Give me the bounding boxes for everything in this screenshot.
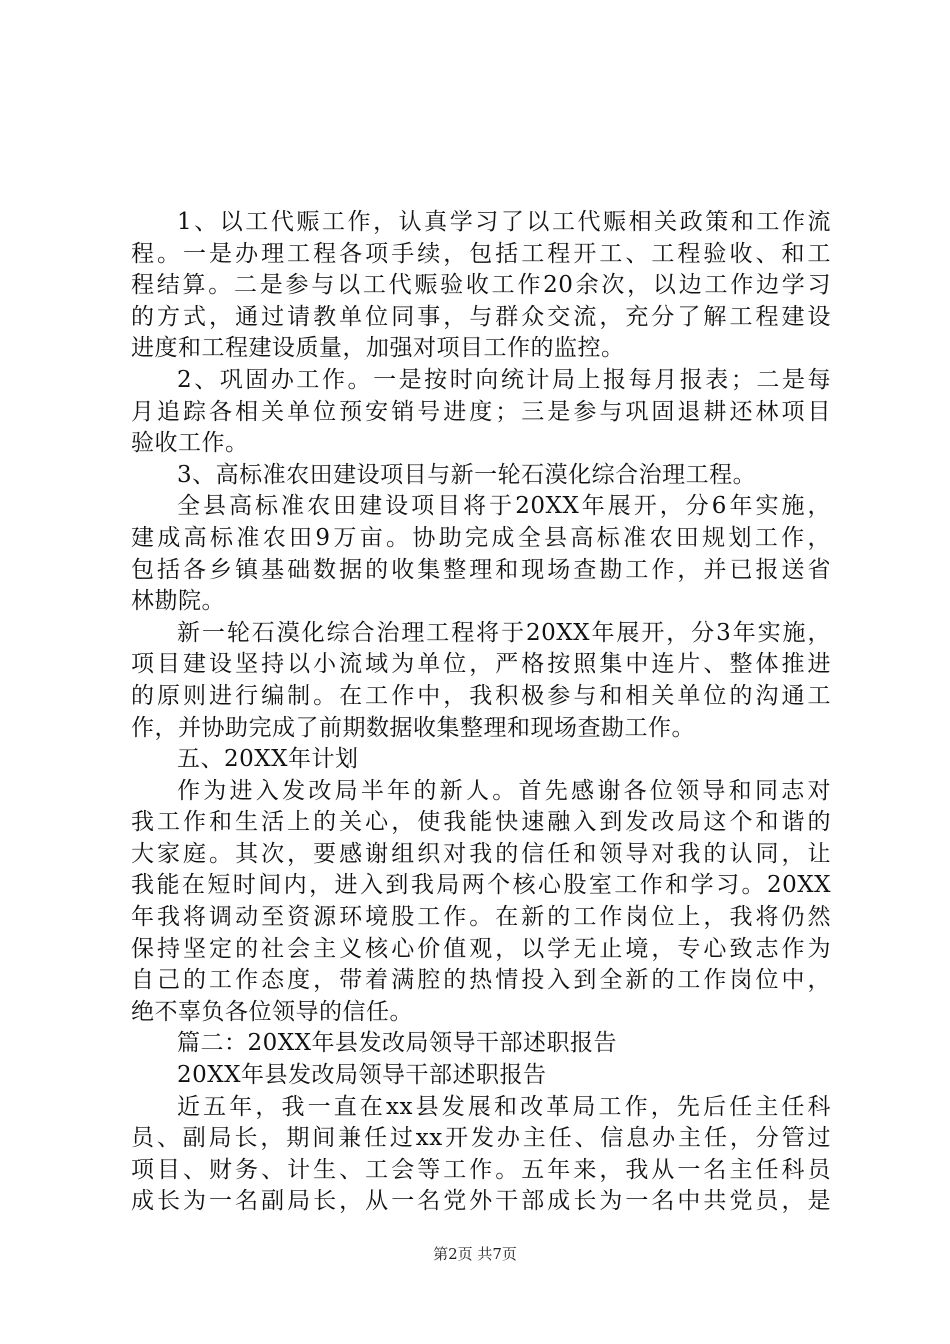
section-heading: 五、20XX年计划 xyxy=(177,746,359,773)
paragraph-line: 员、副局长，期间兼任过xx开发办主任、信息办主任，分管过 xyxy=(131,1125,831,1152)
paragraph-line: 包括各乡镇基础数据的收集整理和现场查勘工作，并已报送省 xyxy=(131,556,831,583)
document-body xyxy=(131,207,831,1218)
paragraph-line: 作，并协助完成了前期数据收集整理和现场查勘工作。 xyxy=(131,714,695,741)
paragraph-line: 项目、财务、计生、工会等工作。五年来，我从一名主任科员 xyxy=(131,1156,831,1183)
paragraph-line: 1、以工代赈工作，认真学习了以工代赈相关政策和工作流 xyxy=(177,209,831,235)
paragraph-line: 作为进入发改局半年的新人。首先感谢各位领导和同志对 xyxy=(177,777,831,804)
paragraph-line: 我能在短时间内，进入到我局两个核心股室工作和学习。20XX xyxy=(131,872,831,899)
paragraph-line: 全县高标准农田建设项目将于20XX年展开，分6年实施， xyxy=(177,493,831,520)
paragraph-line: 自己的工作态度，带着满腔的热情投入到全新的工作岗位中， xyxy=(131,967,831,994)
paragraph-line: 程。一是办理工程各项手续，包括工程开工、工程验收、和工 xyxy=(131,240,831,267)
paragraph-line: 大家庭。其次，要感谢组织对我的信任和领导对我的认同，让 xyxy=(131,840,831,867)
paragraph-line: 成长为一名副局长，从一名党外干部成长为一名中共党员，是 xyxy=(131,1188,831,1215)
paragraph-line: 的方式，通过请教单位同事，与群众交流，充分了解工程建设 xyxy=(131,303,831,330)
page-number-footer: 第2页 共7页 xyxy=(433,1245,517,1263)
paragraph-line: 我工作和生活上的关心，使我能快速融入到发改局这个和谐的 xyxy=(131,809,831,836)
paragraph-line: 近五年，我一直在xx县发展和改革局工作，先后任主任科 xyxy=(177,1093,831,1120)
paragraph-line: 项目建设坚持以小流域为单位，严格按照集中连片、整体推进 xyxy=(131,651,831,678)
paragraph-line: 建成高标准农田9万亩。协助完成全县高标准农田规划工作， xyxy=(131,524,831,551)
section-heading: 3、高标准农田建设项目与新一轮石漠化综合治理工程。 xyxy=(177,461,757,488)
chapter-heading: 篇二：20XX年县发改局领导干部述职报告 xyxy=(177,1030,618,1057)
paragraph-line: 进度和工程建设质量，加强对项目工作的监控。 xyxy=(131,335,625,362)
paragraph-line: 验收工作。 xyxy=(131,430,249,457)
paragraph-line: 月追踪各相关单位预安销号进度；三是参与巩固退耕还林项目 xyxy=(131,398,831,425)
report-title: 20XX年县发改局领导干部述职报告 xyxy=(177,1062,547,1089)
paragraph-line: 林勘院。 xyxy=(131,588,225,615)
paragraph-line: 绝不辜负各位领导的信任。 xyxy=(131,998,413,1025)
paragraph-line: 保持坚定的社会主义核心价值观，以学无止境，专心致志作为 xyxy=(131,935,831,962)
paragraph-line: 年我将调动至资源环境股工作。在新的工作岗位上，我将仍然 xyxy=(131,904,831,931)
paragraph-line: 2、巩固办工作。一是按时向统计局上报每月报表；二是每 xyxy=(177,366,831,393)
paragraph-line: 的原则进行编制。在工作中，我积极参与和相关单位的沟通工 xyxy=(131,682,831,709)
paragraph-line: 新一轮石漠化综合治理工程将于20XX年展开，分3年实施， xyxy=(177,619,831,646)
paragraph-line: 程结算。二是参与以工代赈验收工作20余次，以边工作边学习 xyxy=(131,272,831,299)
